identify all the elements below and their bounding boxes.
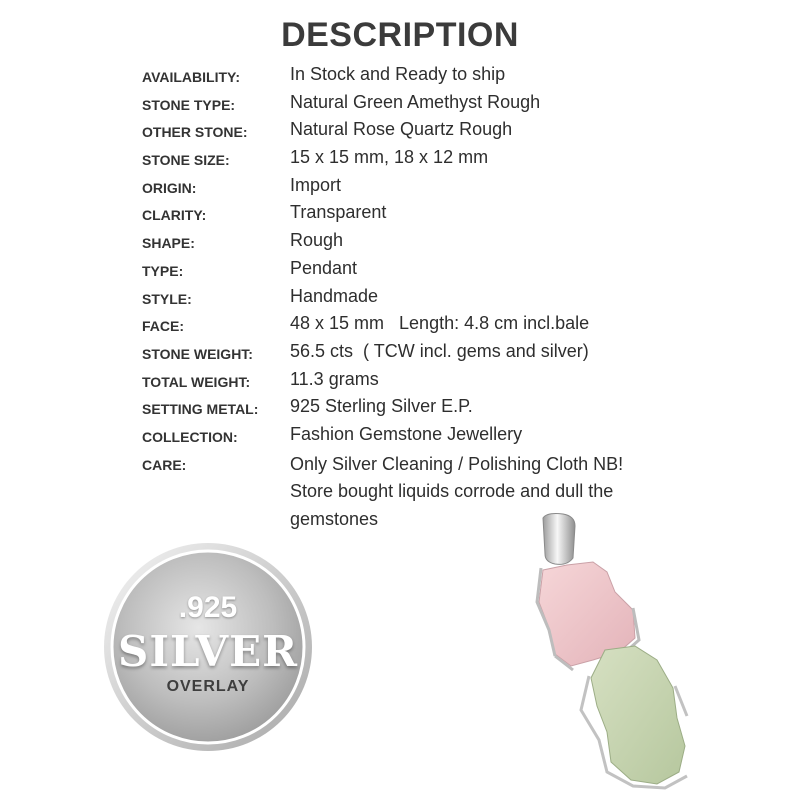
pendant-image <box>515 510 715 800</box>
spec-row-stone-type <box>142 90 702 118</box>
spec-value: Only Silver Cleaning / Polishing Cloth NB! Store bought liquids corrode and dull the gemstones <box>290 453 624 529</box>
spec-row-stone-size <box>142 145 702 173</box>
spec-row-setting-metal <box>142 394 702 422</box>
spec-row-shape <box>142 228 702 256</box>
page-title: DESCRIPTION <box>281 16 519 54</box>
spec-row-care <box>142 450 702 529</box>
spec-value: Handmade <box>290 285 379 306</box>
spec-row-collection <box>142 422 702 450</box>
spec-label: CLARITY: <box>142 207 207 224</box>
spec-label: CARE: <box>142 456 187 473</box>
spec-value: 15 x 15 mm, 18 x 12 mm <box>290 147 489 168</box>
spec-value: Pendant <box>290 257 358 278</box>
spec-row-stone-weight <box>142 339 702 367</box>
spec-row-type <box>142 256 702 284</box>
spec-label: SETTING METAL: <box>142 401 259 418</box>
spec-label: OTHER STONE: <box>142 124 248 141</box>
spec-row-other-stone <box>142 117 702 145</box>
spec-label: STONE WEIGHT: <box>142 345 253 362</box>
spec-label: FACE: <box>142 318 184 335</box>
spec-list <box>142 62 702 529</box>
spec-row-face <box>142 311 702 339</box>
spec-label: STYLE: <box>142 290 192 307</box>
spec-row-availability <box>142 62 702 90</box>
spec-value: Transparent <box>290 202 387 223</box>
spec-label: AVAILABILITY: <box>142 69 240 85</box>
spec-value: Fashion Gemstone Jewellery <box>290 423 523 444</box>
badge-word: SILVER <box>117 627 299 676</box>
spec-value: Import <box>290 174 342 195</box>
spec-value: 11.3 grams <box>290 368 379 389</box>
spec-label: TYPE: <box>142 262 184 279</box>
badge-number: .925 <box>178 591 238 624</box>
spec-row-clarity <box>142 200 702 228</box>
spec-value: Rough <box>290 230 344 251</box>
spec-row-style <box>142 284 702 312</box>
silver-overlay-badge <box>102 541 314 753</box>
spec-label: TOTAL WEIGHT: <box>142 373 251 390</box>
spec-value: In Stock and Ready to ship <box>290 64 506 84</box>
spec-value: 48 x 15 mm Length: 4.8 cm incl.bale <box>290 313 590 334</box>
spec-label: STONE TYPE: <box>142 96 236 113</box>
spec-value: 925 Sterling Silver E.P. <box>290 396 473 417</box>
badge-subtitle: OVERLAY <box>166 678 250 695</box>
bale <box>543 514 575 565</box>
spec-label: ORIGIN: <box>142 179 197 196</box>
spec-label: SHAPE: <box>142 235 195 252</box>
spec-label: COLLECTION: <box>142 428 238 445</box>
spec-value: 56.5 cts ( TCW incl. gems and silver) <box>290 340 589 361</box>
spec-value: Natural Rose Quartz Rough <box>290 119 513 140</box>
spec-row-origin <box>142 173 702 201</box>
spec-value: Natural Green Amethyst Rough <box>290 91 541 112</box>
spec-row-total-weight <box>142 367 702 395</box>
spec-label: STONE SIZE: <box>142 152 230 169</box>
